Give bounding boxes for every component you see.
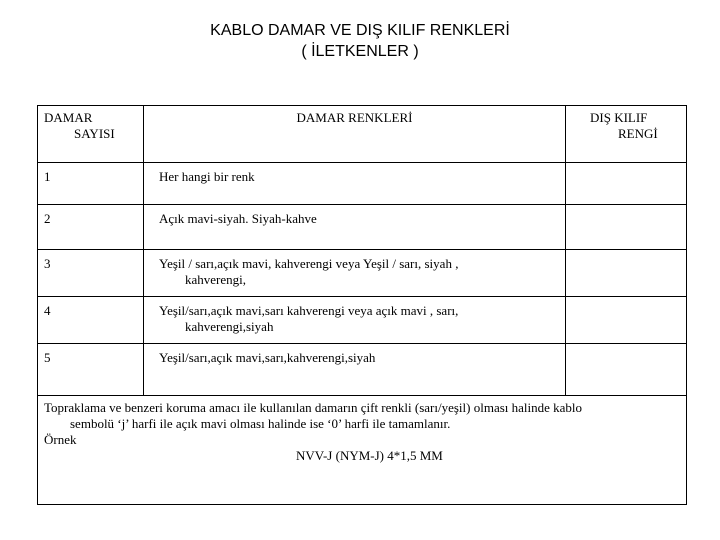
note-line1: Topraklama ve benzeri koruma amacı ile kullanılan damarın çift renkli (sarı/yeşil) olması halinde kablo [44,400,583,415]
grounding-note [38,396,687,505]
cable-color-table [37,105,687,505]
core-colors-line1: Açık mavi-siyah. Siyah-kahve [159,211,317,226]
core-colors-cell [144,344,566,396]
core-count-cell: 3 [38,250,144,297]
core-colors-line1: Yeşil/sarı,açık mavi,sarı,kahverengi,siyah [159,350,376,365]
note-row [38,396,687,505]
core-count-cell: 1 [38,163,144,205]
core-count-cell: 2 [38,205,144,250]
core-colors-cell [144,250,566,297]
header-core-count [38,106,144,163]
header-sheath-line2: RENGİ [618,126,658,141]
example-label: Örnek [44,432,77,447]
core-colors-line1: Yeşil/sarı,açık mavi,sarı kahverengi veya açık mavi , sarı, [159,303,459,318]
example-value: NVV-J (NYM-J) 4*1,5 MM [296,448,443,463]
sheath-color-cell [566,250,687,297]
table-row [38,205,687,250]
core-colors-cell [144,163,566,205]
core-colors-cell [144,297,566,344]
core-count-cell: 4 [38,297,144,344]
core-colors-cell [144,205,566,250]
page-title: KABLO DAMAR VE DIŞ KILIF RENKLERİ [210,22,510,39]
table-row [38,163,687,205]
header-row [38,106,687,163]
sheath-color-cell [566,205,687,250]
header-sheath-line1: DIŞ KILIF [590,110,648,125]
core-colors-line1: Her hangi bir renk [159,169,255,184]
header-sheath-color [566,106,687,163]
core-colors-line1: Yeşil / sarı,açık mavi, kahverengi veya Yeşil / sarı, siyah , [159,256,459,271]
table-row [38,250,687,297]
header-core-colors: DAMAR RENKLERİ [144,106,566,163]
core-colors-line2: kahverengi,siyah [185,319,274,334]
table-row [38,297,687,344]
core-colors-line2: kahverengi, [185,272,247,287]
page-subtitle: ( İLETKENLER ) [301,43,419,60]
header-core-count-line1: DAMAR [44,110,93,125]
sheath-color-cell [566,163,687,205]
header-core-count-line2: SAYISI [74,126,115,141]
table-row [38,344,687,396]
note-line2: sembolü ‘j’ harfi ile açık mavi olması halinde ise ‘0’ harfi ile tamamlanır. [70,416,451,431]
sheath-color-cell [566,297,687,344]
core-count-cell: 5 [38,344,144,396]
sheath-color-cell [566,344,687,396]
